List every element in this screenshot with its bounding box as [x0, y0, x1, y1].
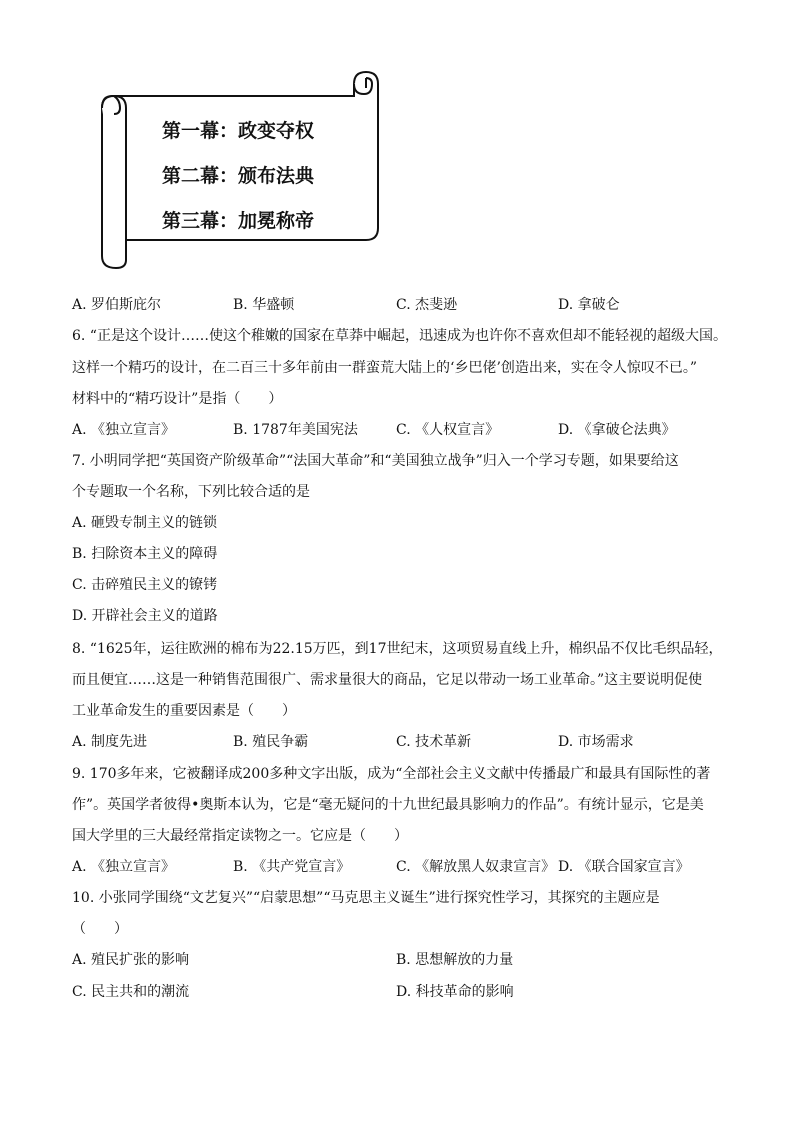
q6-stem-line-2: 这样一个精巧的设计，在二百三十多年前由一群蛮荒大陆上的‘乡巴佬’创造出来，实在令人惊叹不已。”: [72, 360, 698, 376]
q5-option-d: D. 拿破仑: [558, 297, 620, 313]
q6-option-b: B. 1787年美国宪法: [233, 422, 358, 438]
q9-option-a: A. 《独立宣言》: [72, 859, 176, 875]
scroll-act-2: 第二幕：颁布法典: [162, 165, 315, 187]
scroll-act-1: 第一幕：政变夺权: [162, 120, 315, 142]
q10-option-a: A. 殖民扩张的影响: [72, 952, 190, 968]
q8-option-d: D. 市场需求: [558, 734, 634, 750]
q10-option-c: C. 民主共和的潮流: [72, 984, 190, 1000]
q10-stem-line-2: （ ）: [72, 921, 128, 937]
q9-option-d: D. 《联合国家宣言》: [558, 859, 690, 875]
q7-option-b: B. 扫除资本主义的障碍: [72, 546, 218, 562]
q7-option-a: A. 砸毁专制主义的链锁: [72, 515, 218, 531]
q9-stem-line-3: 国大学里的三大最经常指定读物之一。它应是（ ）: [72, 828, 408, 844]
q7-option-c: C. 击碎殖民主义的镣铐: [72, 577, 218, 593]
q8-stem-line-1: 8. “1625年，运往欧洲的棉布为22.15万匹，到17世纪末，这项贸易直线上升，棉织品不仅比毛织品轻，: [72, 641, 723, 657]
q6-option-d: D. 《拿破仑法典》: [558, 422, 676, 438]
q9-stem-line-1: 9. 170多年来，它被翻译成200多种文字出版，成为“全部社会主义文献中传播最广和最具有国际性的著: [72, 766, 711, 782]
q9-stem-line-2: 作”。英国学者彼得•奥斯本认为，它是“毫无疑问的十九世纪最具影响力的作品”。有统计显示，它是美: [72, 797, 704, 813]
scroll-illustration: [96, 70, 386, 270]
q6-option-a: A. 《独立宣言》: [72, 422, 176, 438]
q7-stem-line-2: 个专题取一个名称，下列比较合适的是: [72, 484, 310, 500]
q5-option-b: B. 华盛顿: [233, 297, 295, 313]
q5-option-a: A. 罗伯斯庇尔: [72, 297, 162, 313]
q9-option-b: B. 《共产党宣言》: [233, 859, 351, 875]
q10-option-b: B. 思想解放的力量: [396, 952, 514, 968]
q8-option-a: A. 制度先进: [72, 734, 148, 750]
q8-stem-line-3: 工业革命发生的重要因素是（ ）: [72, 703, 296, 719]
q6-stem-line-1: 6. “正是这个设计……使这个稚嫩的国家在草莽中崛起，迅速成为也许你不喜欢但却不能轻视的超级大国。: [72, 328, 727, 344]
q7-stem-line-1: 7. 小明同学把“英国资产阶级革命”“法国大革命”和“美国独立战争”归入一个学习专题，如果要给这: [72, 453, 679, 469]
scroll-act-3: 第三幕：加冕称帝: [162, 210, 315, 232]
q9-option-c: C. 《解放黑人奴隶宣言》: [396, 859, 556, 875]
q8-stem-line-2: 而且便宜……这是一种销售范围很广、需求量很大的商品，它足以带动一场工业革命。”这主要说明促使: [72, 672, 703, 688]
q6-stem-line-3: 材料中的“精巧设计”是指（ ）: [72, 391, 283, 407]
q10-stem-line-1: 10. 小张同学围绕“文艺复兴”“启蒙思想”“马克思主义诞生”进行探究性学习，其探究的主题应是: [72, 890, 660, 906]
q8-option-b: B. 殖民争霸: [233, 734, 309, 750]
q10-option-d: D. 科技革命的影响: [396, 984, 514, 1000]
q5-option-c: C. 杰斐逊: [396, 297, 458, 313]
q6-option-c: C. 《人权宣言》: [396, 422, 500, 438]
q7-option-d: D. 开辟社会主义的道路: [72, 608, 218, 624]
q8-option-c: C. 技术革新: [396, 734, 472, 750]
